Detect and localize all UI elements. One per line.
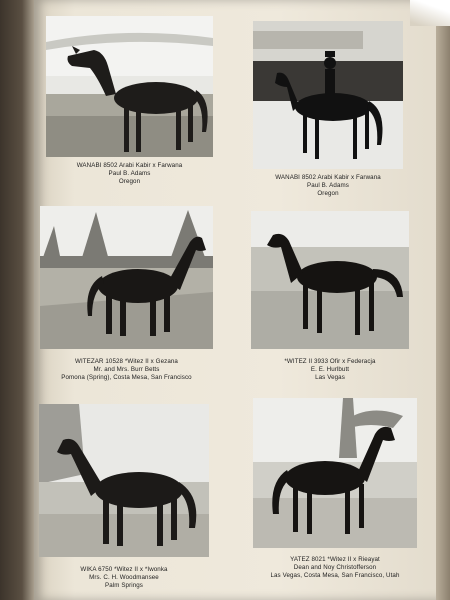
page-corner xyxy=(410,0,450,26)
photo-wika xyxy=(39,404,209,557)
horse-name-line: YATEZ 8021 *Witez II x Rieayat xyxy=(290,556,380,563)
owner-line: E. E. Hurlbutt xyxy=(310,366,350,373)
owner-line: Paul B. Adams xyxy=(108,170,151,177)
horse-name-line: WANABI 8502 Arabi Kabir x Farwana xyxy=(275,174,381,181)
caption-2 xyxy=(253,174,403,198)
location-line: Palm Springs xyxy=(105,582,143,589)
owner-line: Mr. and Mrs. Burr Betts xyxy=(93,366,160,373)
photo-wanabi-rider xyxy=(253,21,403,169)
photo-witezar xyxy=(40,206,213,349)
horse-name-line: WANABI 8502 Arabi Kabir x Farwana xyxy=(76,162,183,169)
location-line: Las Vegas, Costa Mesa, San Francisco, Utah xyxy=(270,572,400,579)
owner-line: Paul B. Adams xyxy=(307,182,349,189)
owner-line: Mrs. C. H. Woodmansee xyxy=(89,574,159,581)
owner-line: Dean and Noy Christofferson xyxy=(293,564,377,571)
photo-witez-ii xyxy=(251,211,409,349)
horse-name-line: *WITEZ II 3933 Ofir x Federacja xyxy=(284,358,376,365)
location-line: Las Vegas xyxy=(315,374,345,381)
caption-4 xyxy=(251,358,409,382)
horse-name-line: WITEZAR 10528 *Witez II x Gezana xyxy=(75,358,178,365)
location-line: Oregon xyxy=(317,190,339,197)
page-edge xyxy=(436,0,450,600)
photo-yatez xyxy=(253,398,417,548)
location-line: Pomona (Spring), Costa Mesa, San Francisco xyxy=(61,374,192,381)
caption-1 xyxy=(46,162,213,186)
photo-wanabi-standing xyxy=(46,16,213,157)
location-line: Oregon xyxy=(118,178,141,185)
horse-name-line: WIKA 6750 *Witez II x *Iwonka xyxy=(80,566,168,573)
caption-6 xyxy=(253,556,417,580)
caption-5 xyxy=(39,566,209,590)
caption-3 xyxy=(40,358,213,382)
